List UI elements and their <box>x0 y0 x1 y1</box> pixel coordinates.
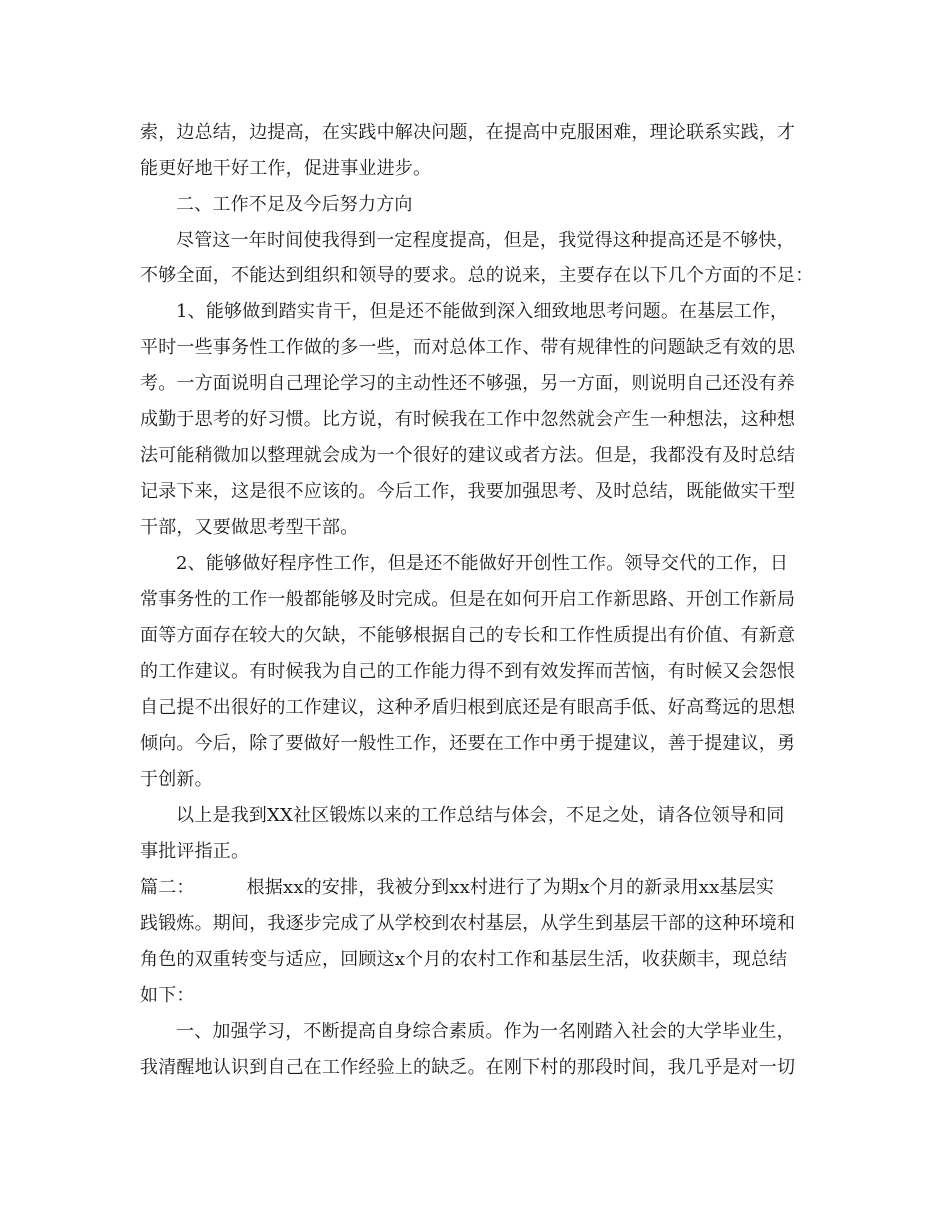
text-line: 能更好地干好工作，促进事业进步。 <box>140 158 432 179</box>
text-line: 1、能够做到踏实肯干，但是还不能做到深入细致地思考问题。在基层工作， <box>176 301 789 322</box>
text-line: 2、能够做好程序性工作，但是还不能做好开创性工作。领导交代的工作，日 <box>176 553 789 574</box>
text-line: 践锻炼。期间，我逐步完成了从学校到农村基层，从学生到基层干部的这种环境和 <box>140 913 796 934</box>
text-line: 成勤于思考的好习惯。比方说，有时候我在工作中忽然就会产生一种想法，这种想 <box>140 409 796 430</box>
text-line: 面等方面存在较大的欠缺，不能够根据自己的专长和工作性质提出有价值、有新意 <box>140 625 796 646</box>
text-line: 以上是我到XX社区锻炼以来的工作总结与体会，不足之处，请各位领导和同 <box>176 805 785 826</box>
text-line: 的工作建议。有时候我为自己的工作能力得不到有效发挥而苦恼，有时候又会怨恨 <box>140 661 796 682</box>
text-line: 倾向。今后，除了要做好一般性工作，还要在工作中勇于提建议，善于提建议，勇 <box>140 733 796 754</box>
text-line: 常事务性的工作一般都能够及时完成。但是在如何开启工作新思路、开创工作新局 <box>140 589 796 610</box>
text-line: 干部，又要做思考型干部。 <box>140 517 359 538</box>
text-line: 记录下来，这是很不应该的。今后工作，我要加强思考、及时总结，既能做实干型 <box>140 481 796 502</box>
text-line: 尽管这一年时间使我得到一定程度提高，但是，我觉得这种提高还是不够快， <box>176 230 795 251</box>
text-line: 事批评指正。 <box>140 841 250 862</box>
text-line: 考。一方面说明自己理论学习的主动性还不够强，另一方面，则说明自己还没有养 <box>140 373 796 394</box>
section-label: 篇二： <box>140 877 195 898</box>
text-line: 不够全面，不能达到组织和领导的要求。总的说来，主要存在以下几个方面的不足： <box>140 265 814 286</box>
section-heading: 二、工作不足及今后努力方向 <box>176 194 413 215</box>
text-line: 自己提不出很好的工作建议，这种矛盾归根到底还是有眼高手低、好高骛远的思想 <box>140 697 796 718</box>
text-line: 索，边总结，边提高，在实践中解决问题，在提高中克服困难，理论联系实践，才 <box>140 122 796 143</box>
text-line: 根据xx的安排，我被分到xx村进行了为期x个月的新录用xx基层实 <box>246 877 775 898</box>
section-intro-line <box>140 876 840 900</box>
text-line: 一、加强学习，不断提高自身综合素质。作为一名刚踏入社会的大学毕业生， <box>176 1021 795 1042</box>
text-line: 于创新。 <box>140 769 213 790</box>
text-line: 如下： <box>140 985 195 1006</box>
text-line: 角色的双重转变与适应，回顾这x个月的农村工作和基层生活，收获颇丰，现总结 <box>140 949 788 970</box>
text-line: 平时一些事务性工作做的多一些，而对总体工作、带有规律性的问题缺乏有效的思 <box>140 337 796 358</box>
text-line: 我清醒地认识到自己在工作经验上的缺乏。在刚下村的那段时间，我几乎是对一切 <box>140 1057 796 1078</box>
text-line: 法可能稍微加以整理就会成为一个很好的建议或者方法。但是，我都没有及时总结 <box>140 445 796 466</box>
